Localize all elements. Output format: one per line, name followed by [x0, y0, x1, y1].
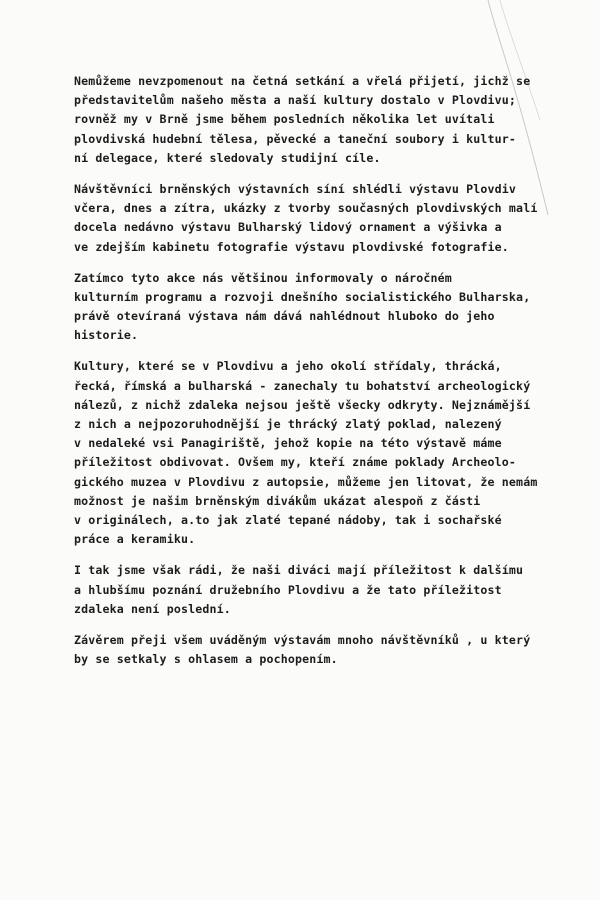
text-line: ní delegace, které sledovaly studijní cíle.: [74, 150, 381, 165]
text-line: nálezů, z nichž zdaleka nejsou ještě všecky odkryty. Nejznámější: [74, 397, 531, 412]
text-line: historie.: [74, 328, 139, 343]
text-line: Kultury, které se v Plovdivu a jeho okolí střídaly, thrácká,: [74, 359, 502, 374]
text-line: řecká, římská a bulharská - zanechaly tu bohatství archeologický: [74, 378, 531, 393]
paragraph-6: [74, 631, 600, 669]
text-line: Nemůžeme nevzpomenout na četná setkání a vřelá přijetí, jichž se: [74, 74, 531, 88]
paragraph-3: [74, 269, 600, 346]
text-line: právě otevíraná výstava nám dává nahlédnout hluboko do jeho: [74, 309, 495, 324]
text-line: ve zdejším kabinetu fotografie výstavu plovdivské fotografie.: [74, 239, 509, 254]
text-line: by se setkaly s ohlasem a pochopením.: [74, 652, 338, 667]
text-line: v originálech, a.to jak zlaté tepané nádoby, tak i sochařské: [74, 512, 502, 527]
paragraph-1: [74, 72, 600, 168]
paragraph-4: [74, 357, 600, 549]
letter-body: [74, 72, 600, 681]
text-line: v nedaleké vsi Panagiriště, jehož kopie na této výstavě máme: [74, 436, 502, 451]
text-line: příležitost obdivovat. Ovšem my, kteří známe poklady Archeolo-: [74, 455, 517, 470]
paragraph-2: [74, 180, 600, 257]
text-line: představitelům našeho města a naší kultury dostalo v Plovdivu;: [74, 93, 517, 108]
text-line: plovdivská hudební tělesa, pěvecké a taneční soubory i kultur-: [74, 131, 517, 146]
text-line: Závěrem přeji všem uváděným výstavám mnoho návštěvníků , u který: [74, 632, 531, 647]
text-line: kulturním programu a rozvoji dnešního socialistického Bulharska,: [74, 289, 531, 304]
text-line: I tak jsme však rádi, že naši diváci mají příležitost k dalšímu: [74, 563, 524, 578]
text-line: a hlubšímu poznání družebního Plovdivu a že tato příležitost: [74, 582, 502, 597]
text-line: práce a keramiku.: [74, 532, 196, 547]
paragraph-5: [74, 561, 600, 619]
text-line: Návštěvníci brněnských výstavních síní shlédli výstavu Plovdiv: [74, 181, 517, 196]
text-line: možnost je našim brněnským divákům ukázat alespoň z části: [74, 493, 481, 508]
text-line: gického muzea v Plovdivu z autopsie, můžeme jen litovat, že nemám: [74, 474, 538, 489]
text-line: rovněž my v Brně jsme během posledních několika let uvítali: [74, 112, 495, 127]
text-line: z nich a nejpozoruhodnější je thrácký zlatý poklad, nalezený: [74, 417, 502, 431]
text-line: docela nedávno výstavu Bulharský lidový ornament a výšivka a: [74, 220, 502, 235]
text-line: včera, dnes a zítra, ukázky z tvorby současných plovdivských malí: [74, 201, 538, 216]
text-line: Zatímco tyto akce nás většinou informovaly o náročném: [74, 270, 452, 285]
text-line: zdaleka není poslední.: [74, 601, 231, 616]
